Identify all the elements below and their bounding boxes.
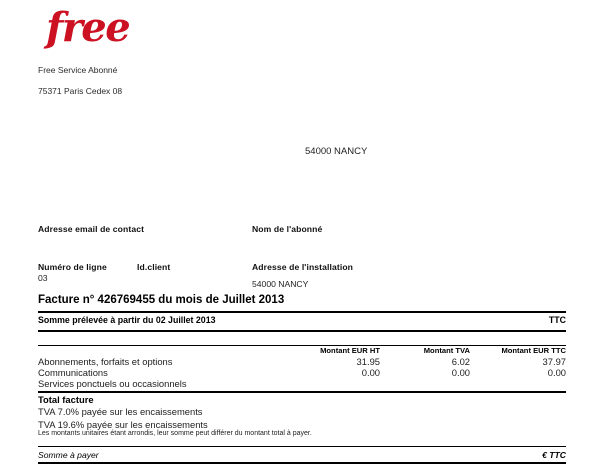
row-tva: 0.00 <box>451 367 470 379</box>
row-ttc: 0.00 <box>547 367 566 379</box>
debit-notice-ttc-label: TTC <box>548 315 566 325</box>
row-tva: 6.02 <box>451 356 470 367</box>
row-description: Abonnements, forfaits et options <box>38 356 173 367</box>
amount-due-currency: € TTC <box>542 450 566 460</box>
debit-notice-label: Somme prélevée à partir du 02 Juillet 2013 <box>38 315 216 325</box>
divider-below-debit <box>38 330 566 332</box>
invoice-title: Facture n° 426769455 du mois de Juillet 2013 <box>38 294 285 306</box>
divider-above-amount-due <box>38 446 566 447</box>
recipient-address-block <box>305 146 367 158</box>
row-ht: 0.00 <box>361 367 380 379</box>
amount-due-label: Somme à payer <box>38 450 99 460</box>
line-number-value: 03 <box>38 273 48 283</box>
debit-notice-row <box>38 315 566 325</box>
table-row <box>38 367 566 378</box>
amounts-table-body <box>38 356 566 390</box>
subscriber-name-label: Nom de l'abonné <box>252 224 323 234</box>
row-description: Services ponctuels ou occasionnels <box>38 378 187 390</box>
amounts-table-header-row <box>38 346 566 356</box>
col-header-description <box>38 346 284 356</box>
total-facture-label: Total facture <box>38 394 94 405</box>
install-address-label: Adresse de l'installation <box>252 262 354 272</box>
divider-above-totals <box>38 391 566 393</box>
amount-due-row <box>38 450 566 462</box>
divider-below-amount-due <box>38 462 566 464</box>
vat-line-7: TVA 7.0% payée sur les encaissements <box>38 406 203 418</box>
install-address-value: 54000 NANCY <box>252 279 309 289</box>
amounts-table <box>38 346 566 390</box>
row-ttc <box>470 378 566 389</box>
rounding-disclaimer: Les montants unitaires étant arrondis, leur somme peut différer du montant total à payer. <box>38 430 312 437</box>
divider-above-debit <box>38 311 566 313</box>
table-row <box>38 378 566 389</box>
row-ttc: 37.97 <box>542 356 566 367</box>
col-header-montant-ht: Montant EUR HT <box>320 346 380 355</box>
amounts-table-head <box>38 346 566 356</box>
row-description: Communications <box>38 367 108 379</box>
issuer-address-block <box>38 54 122 107</box>
issuer-address: 75371 Paris Cedex 08 <box>38 85 123 96</box>
contact-email-label: Adresse email de contact <box>38 224 145 234</box>
line-number-label: Numéro de ligne <box>38 262 107 272</box>
totals-block <box>38 394 566 431</box>
client-id-label: Id.client <box>137 262 171 272</box>
recipient-city-line: 54000 NANCY <box>305 146 368 157</box>
table-row <box>38 356 566 367</box>
issuer-name: Free Service Abonné <box>38 64 118 75</box>
free-logo: free <box>46 4 130 51</box>
vat-line-196: TVA 19.6% payée sur les encaissements <box>38 418 208 430</box>
row-ht <box>284 378 380 389</box>
col-header-montant-tva: Montant TVA <box>423 346 470 355</box>
row-tva <box>380 378 470 389</box>
row-ht: 31.95 <box>356 356 380 367</box>
col-header-montant-ttc: Montant EUR TTC <box>501 346 566 355</box>
